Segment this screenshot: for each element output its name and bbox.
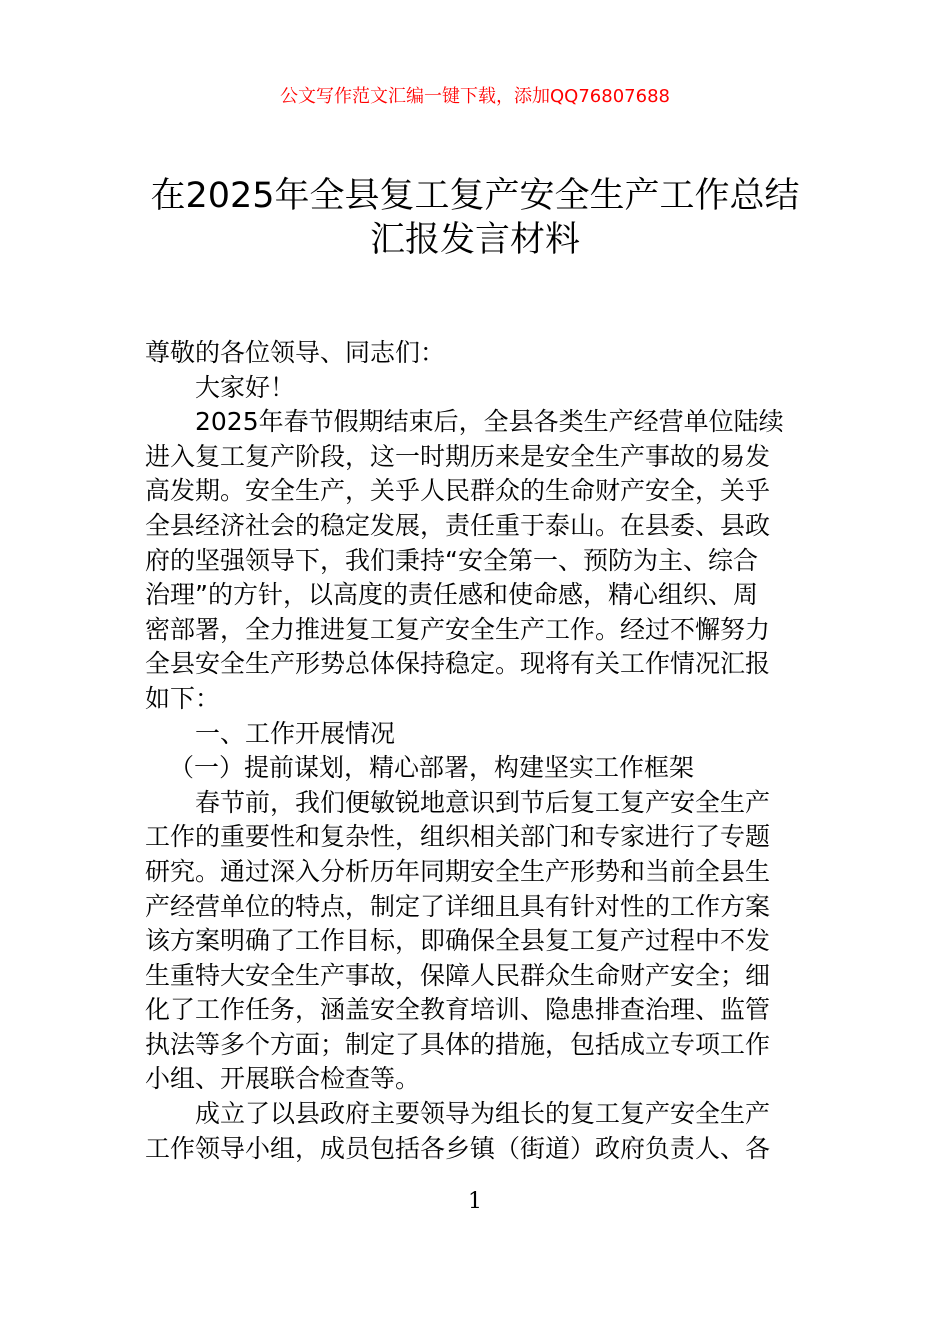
paragraph-line: 执法等多个方面；制定了具体的措施，包括成立专项工作 — [145, 1029, 771, 1059]
paragraph-line: 高发期。安全生产，关乎人民群众的生命财产安全，关乎 — [145, 476, 771, 506]
paragraph-line: 全县安全生产形势总体保持稳定。现将有关工作情况汇报 — [145, 649, 771, 679]
paragraph-line: 生重特大安全生产事故，保障人民群众生命财产安全；细 — [145, 960, 771, 990]
paragraph-line: 工作领导小组，成员包括各乡镇（街道）政府负责人、各 — [145, 1133, 771, 1163]
document-title-line-2: 汇报发言材料 — [369, 220, 580, 260]
paragraph-line: 密部署，全力推进复工复产安全生产工作。经过不懈努力 — [145, 614, 771, 644]
section-heading: 一、工作开展情况 — [195, 718, 396, 748]
salutation: 尊敬的各位领导、同志们： — [145, 338, 446, 367]
paragraph-line: 2025年春节假期结束后，全县各类生产经营单位陆续 — [195, 407, 784, 437]
page-number: 1 — [468, 1189, 482, 1214]
paragraph-line: 进入复工复产阶段，这一时期历来是安全生产事故的易发 — [145, 441, 771, 471]
document-title-line-1: 在2025年全县复工复产安全生产工作总结 — [150, 176, 800, 216]
paragraph-line: 研究。通过深入分析历年同期安全生产形势和当前全县生 — [145, 856, 771, 886]
paragraph-line: 化了工作任务，涵盖安全教育培训、隐患排查治理、监管 — [145, 995, 771, 1025]
paragraph-line: 春节前，我们便敏锐地意识到节后复工复产安全生产 — [195, 787, 771, 817]
paragraph-line: 该方案明确了工作目标，即确保全县复工复产过程中不发 — [145, 926, 771, 956]
paragraph-line: 如下： — [145, 683, 221, 713]
paragraph-line: 工作的重要性和复杂性，组织相关部门和专家进行了专题 — [145, 822, 771, 852]
paragraph-line: 治理”的方针，以高度的责任感和使命感，精心组织、周 — [145, 580, 758, 610]
document-body — [145, 336, 810, 1166]
paragraph-line: 小组、开展联合检查等。 — [145, 1064, 421, 1094]
paragraph-line: 全县经济社会的稳定发展，责任重于泰山。在县委、县政 — [145, 510, 771, 540]
paragraph-line: 产经营单位的特点，制定了详细且具有针对性的工作方案 — [145, 891, 771, 921]
subsection-heading: （一）提前谋划，精心部署，构建坚实工作框架 — [169, 753, 695, 783]
paragraph-line: 成立了以县政府主要领导为组长的复工复产安全生产 — [195, 1099, 771, 1129]
download-notice: 公文写作范文汇编一键下载，添加QQ76807688 — [280, 86, 670, 107]
paragraph-line: 府的坚强领导下，我们秉持“安全第一、预防为主、综合 — [145, 545, 758, 575]
greeting: 大家好！ — [195, 372, 296, 402]
